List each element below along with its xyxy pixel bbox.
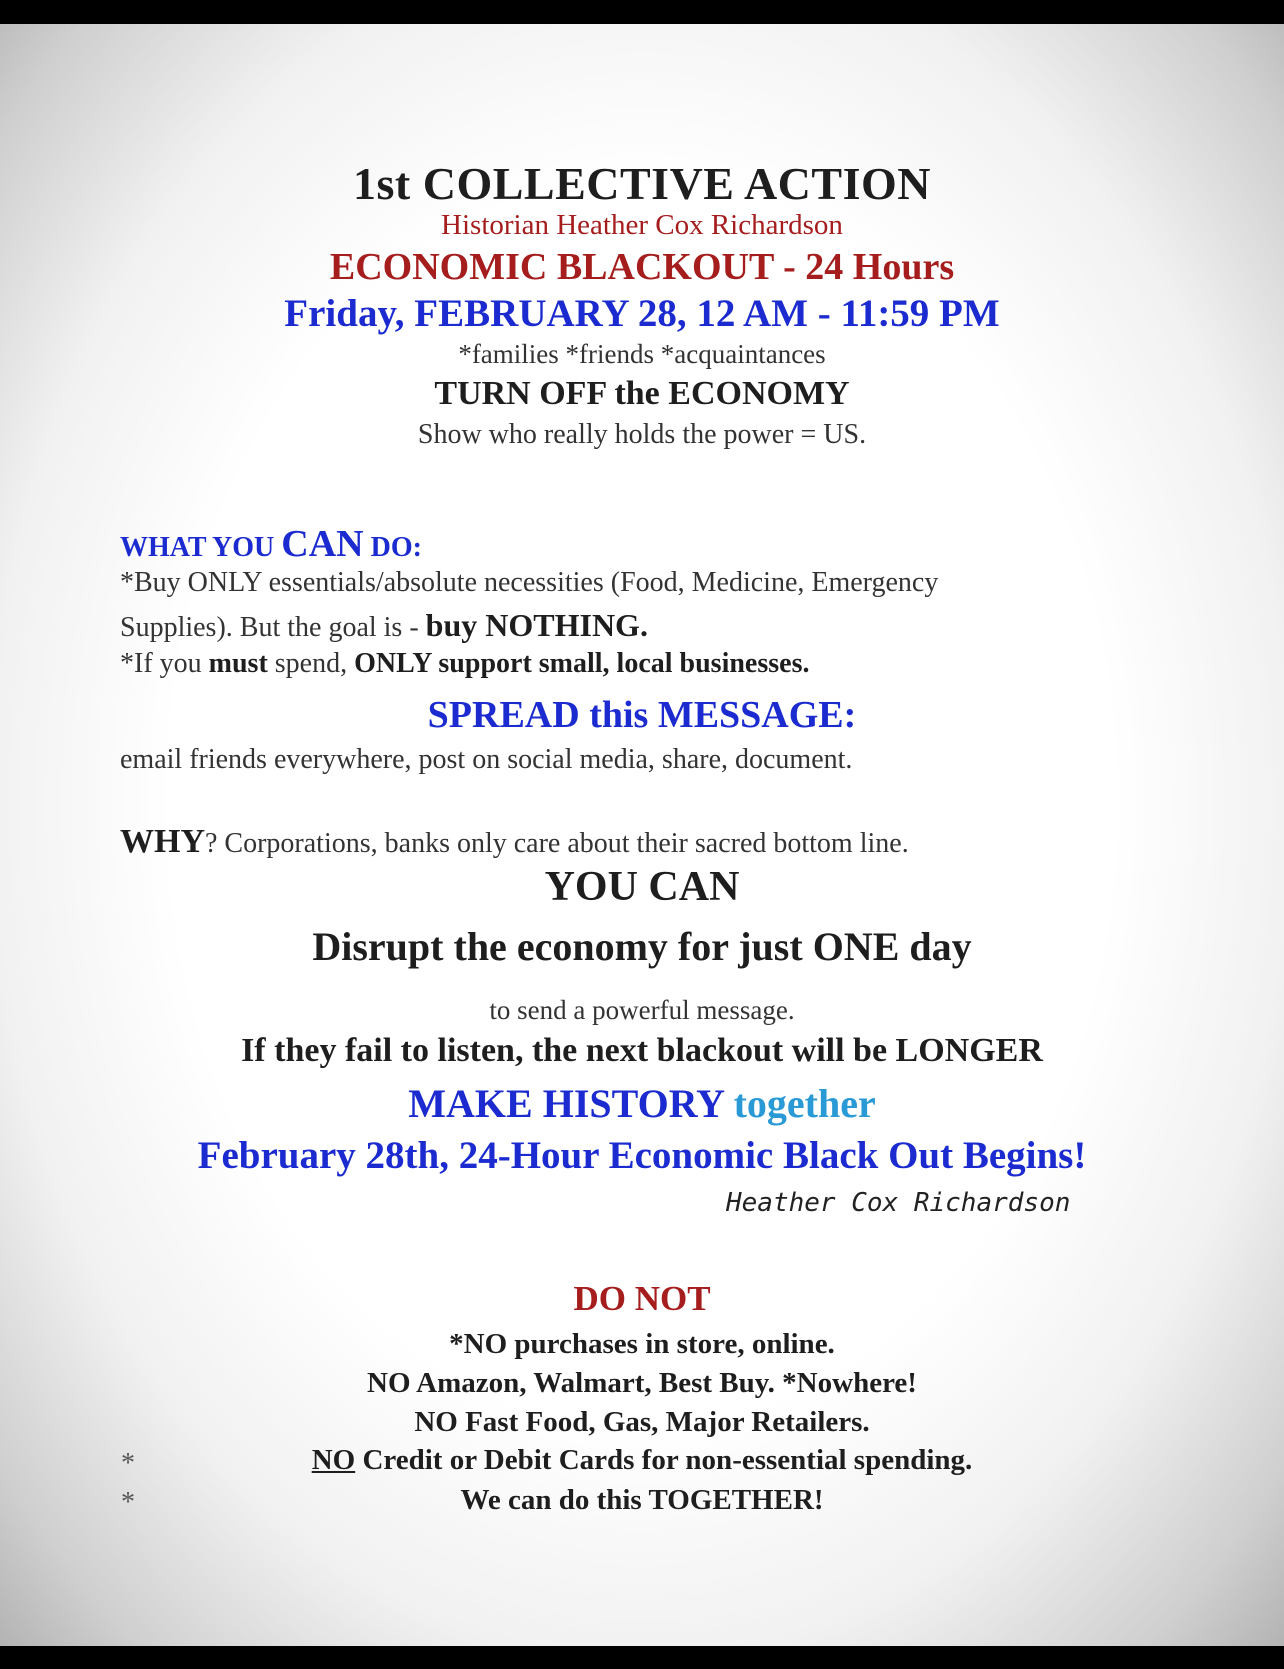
can-do-heading [120,525,1220,563]
do-not-line-4-no: NO [311,1444,356,1476]
bullet-star: * [121,1487,135,1518]
warning-line: If they fail to listen, the next blackout will be LONGER [241,1032,1043,1069]
can-do-item-1b-bold: buy NOTHING. [425,607,648,643]
audience-line: *families *friends *acquaintances [458,339,826,369]
flyer [0,24,1284,1646]
powerful-message: to send a powerful message. [489,995,795,1025]
event-headline: ECONOMIC BLACKOUT - 24 Hours [329,246,955,288]
spread-heading: SPREAD this MESSAGE: [427,694,857,736]
author-line: Historian Heather Cox Richardson [441,209,843,241]
why-line [120,825,1220,859]
do-not-line-4-text: Credit or Debit Cards for non-essential spending. [355,1444,973,1476]
tagline: Show who really holds the power = US. [417,419,867,450]
can-do-heading-post: DO: [363,532,422,563]
make-history-line [0,1081,1284,1126]
can-do-item-1b [120,609,1220,642]
do-not-line-3: NO Fast Food, Gas, Major Retailers. [414,1406,870,1438]
do-not-line-2: NO Amazon, Walmart, Best Buy. *Nowhere! [367,1367,917,1399]
event-date: Friday, FEBRUARY 28, 12 AM - 11:59 PM [284,292,1000,335]
make-history: MAKE HISTORY [408,1081,724,1126]
begins-line: February 28th, 24-Hour Economic Black Out Begins! [197,1134,1087,1177]
why-text: ? Corporations, banks only care about their sacred bottom line. [205,828,909,859]
why-label: WHY [120,823,205,860]
do-not-line-1: *NO purchases in store, online. [449,1328,835,1360]
do-not-heading: DO NOT [573,1279,711,1318]
slogan: TURN OFF the ECONOMY [434,375,850,412]
signature: Heather Cox Richardson [726,1188,1071,1218]
spread-text: email friends everywhere, post on social media, share, document. [120,744,853,775]
flyer-title: 1st COLLECTIVE ACTION [353,158,931,209]
can-do-item-2 [120,650,1220,678]
can-do-item-2-bold2: ONLY support small, local businesses. [354,648,810,679]
can-do-heading-em: CAN [281,523,364,565]
can-do-item-2-bold1: must [208,648,268,679]
can-do-item-2-a: *If you [120,648,209,679]
can-do-item-1a: *Buy ONLY essentials/absolute necessities (Food, Medicine, Emergency [120,567,939,598]
do-not-line-5: We can do this TOGETHER! [460,1484,824,1516]
can-do-item-1b-text: Supplies). But the goal is - [120,612,426,643]
together: together [733,1081,876,1126]
you-can: YOU CAN [544,864,740,910]
disrupt-line: Disrupt the economy for just ONE day [312,924,972,969]
do-not-line-4 [0,1446,1284,1475]
bullet-star: * [121,1448,135,1479]
can-do-heading-pre: WHAT YOU [120,532,282,563]
can-do-item-2-b: spend, [267,648,355,679]
